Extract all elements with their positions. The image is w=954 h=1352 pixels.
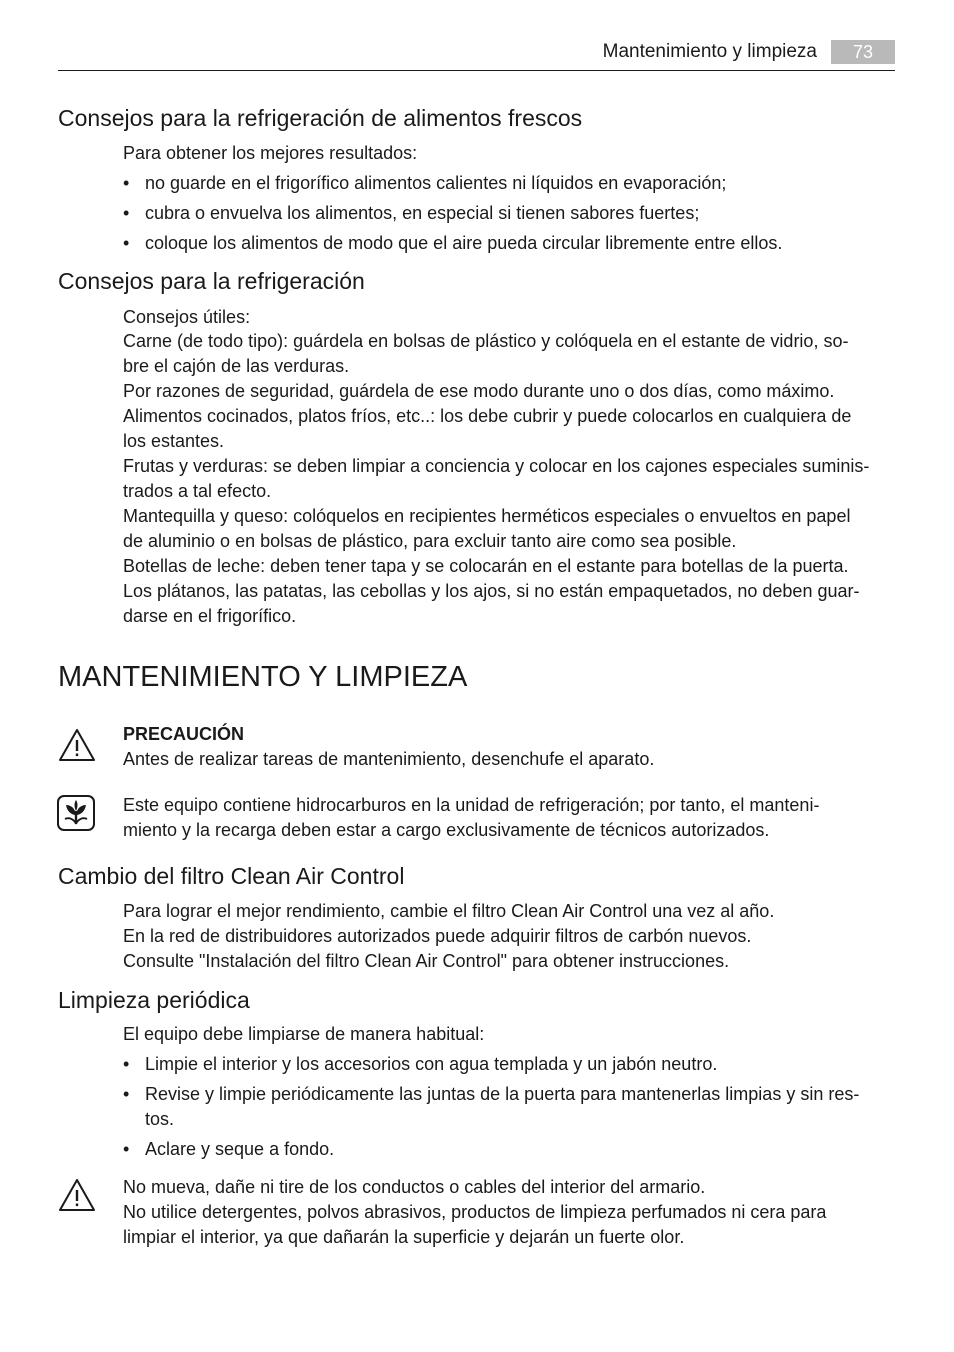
bullet-icon: • xyxy=(123,203,130,223)
paragraph-line: Para lograr el mejor rendimiento, cambie el filtro Clean Air Control una vez al año. xyxy=(123,901,775,921)
paragraph-line: trados a tal efecto. xyxy=(123,481,272,501)
paragraph-line: darse en el frigorífico. xyxy=(123,606,297,626)
paragraph-line: Consulte "Instalación del filtro Clean Air Control" para obtener instrucciones. xyxy=(123,951,730,971)
paragraph-line: bre el cajón de las verduras. xyxy=(123,356,350,376)
warning-line: limpiar el interior, ya que dañarán la superficie y dejarán un fuerte olor. xyxy=(123,1227,685,1247)
paragraph-line: los estantes. xyxy=(123,431,225,451)
section-heading-refrigeration: Consejos para la refrigeración xyxy=(58,268,365,294)
header-title: Mantenimiento y limpieza xyxy=(602,41,817,62)
warning-triangle-icon xyxy=(57,1177,97,1213)
warning-line: No utilice detergentes, polvos abrasivos, productos de limpieza perfumados ni cera para xyxy=(123,1202,827,1222)
paragraph-line: Los plátanos, las patatas, las cebollas y los ajos, si no están empaquetados, no deben guar- xyxy=(123,581,860,601)
paragraph-line: Por razones de seguridad, guárdela de ese modo durante uno o dos días, como máximo. xyxy=(123,381,835,401)
paragraph-line: Mantequilla y queso: colóquelos en recipientes herméticos especiales o envueltos en papel xyxy=(123,506,851,526)
warning-line: No mueva, dañe ni tire de los conductos o cables del interior del armario. xyxy=(123,1177,706,1197)
bullet-icon: • xyxy=(123,233,130,253)
bullet-icon: • xyxy=(123,1084,130,1104)
list-item: cubra o envuelva los alimentos, en especial si tienen sabores fuertes; xyxy=(145,203,700,223)
section-heading-periodic-cleaning: Limpieza periódica xyxy=(58,987,250,1013)
list-item: Aclare y seque a fondo. xyxy=(145,1139,335,1159)
page-header xyxy=(58,40,895,71)
paragraph-line: Alimentos cocinados, platos fríos, etc..: los debe cubrir y puede colocarlos en cualquiera de xyxy=(123,406,852,426)
caution-text: Antes de realizar tareas de mantenimiento, desenchufe el aparato. xyxy=(123,749,655,769)
section1-intro: Para obtener los mejores resultados: xyxy=(123,143,418,163)
list-item: no guarde en el frigorífico alimentos calientes ni líquidos en evaporación; xyxy=(145,173,727,193)
main-heading: MANTENIMIENTO Y LIMPIEZA xyxy=(58,661,468,693)
paragraph-line: Botellas de leche: deben tener tapa y se colocarán en el estante para botellas de la puerta. xyxy=(123,556,849,576)
page-number: 73 xyxy=(831,40,895,64)
paragraph-line: Carne (de todo tipo): guárdela en bolsas de plástico y colóquela en el estante de vidrio, so- xyxy=(123,331,849,351)
bullet-icon: • xyxy=(123,173,130,193)
paragraph-line: de aluminio o en bolsas de plástico, para excluir tanto aire como sea posible. xyxy=(123,531,737,551)
environment-icon xyxy=(57,795,95,831)
list-item: coloque los alimentos de modo que el aire pueda circular libremente entre ellos. xyxy=(145,233,783,253)
section-heading-filter: Cambio del filtro Clean Air Control xyxy=(58,863,405,889)
section4-intro: El equipo debe limpiarse de manera habitual: xyxy=(123,1024,485,1044)
section-heading-fresh-food: Consejos para la refrigeración de alimentos frescos xyxy=(58,105,583,131)
paragraph-line: Frutas y verduras: se deben limpiar a conciencia y colocar en los cajones especiales suminis- xyxy=(123,456,870,476)
environment-note-line: miento y la recarga deben estar a cargo exclusivamente de técnicos autorizados. xyxy=(123,820,770,840)
paragraph-line: En la red de distribuidores autorizados puede adquirir filtros de carbón nuevos. xyxy=(123,926,752,946)
bullet-icon: • xyxy=(123,1054,130,1074)
list-item-continuation: tos. xyxy=(145,1109,175,1129)
bullet-icon: • xyxy=(123,1139,130,1159)
list-item: Revise y limpie periódicamente las juntas de la puerta para mantenerlas limpias y sin res- xyxy=(145,1084,860,1104)
paragraph-line: Consejos útiles: xyxy=(123,307,251,327)
caution-title: PRECAUCIÓN xyxy=(123,724,245,744)
environment-note-line: Este equipo contiene hidrocarburos en la unidad de refrigeración; por tanto, el manteni- xyxy=(123,795,820,815)
warning-triangle-icon xyxy=(57,727,97,763)
list-item: Limpie el interior y los accesorios con agua templada y un jabón neutro. xyxy=(145,1054,718,1074)
